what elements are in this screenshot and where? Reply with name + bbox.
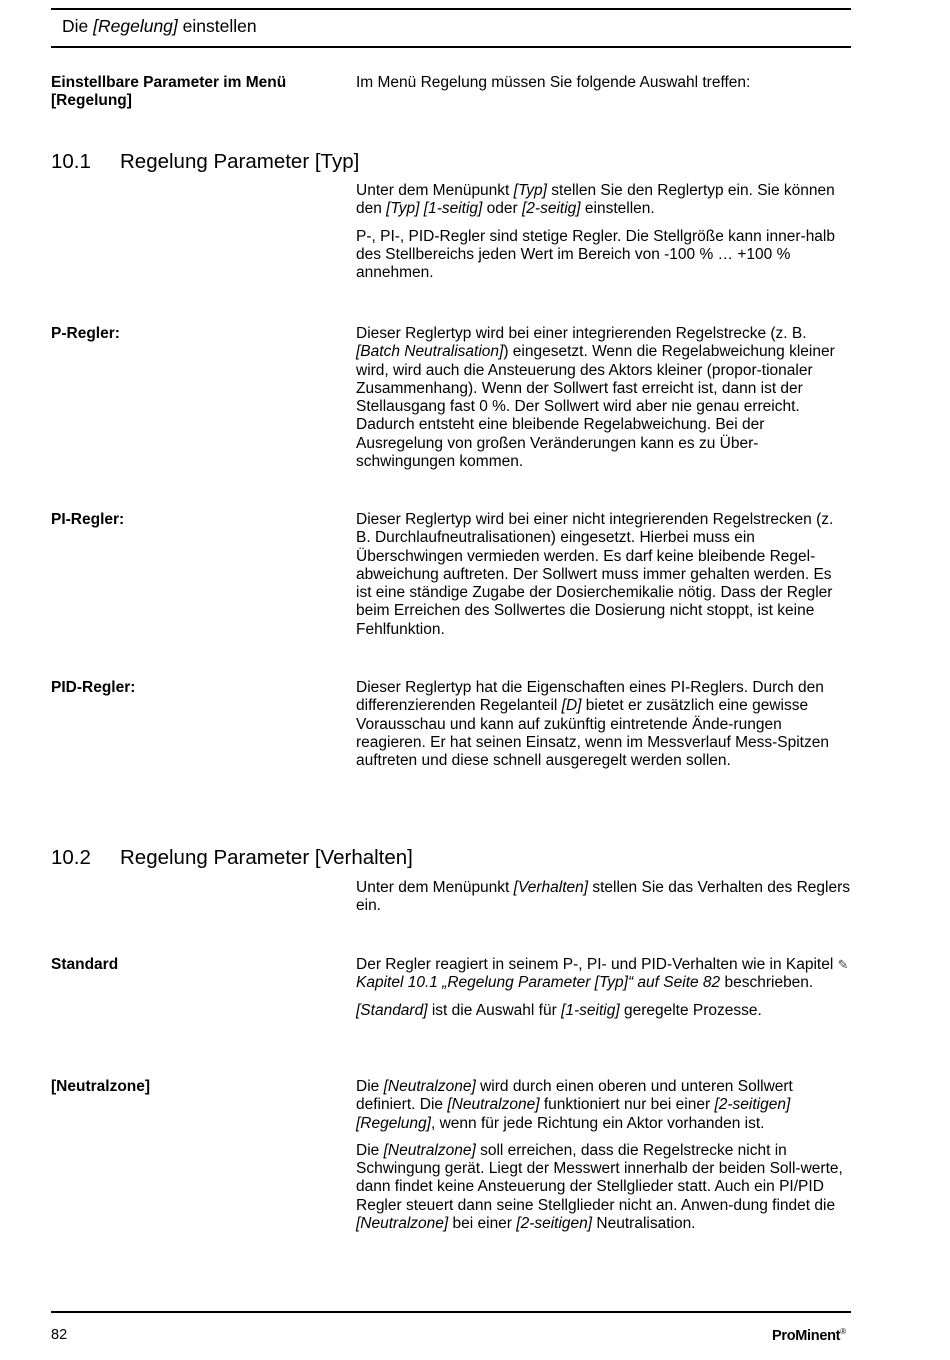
- page-number: 82: [51, 1327, 68, 1343]
- p-regler-text: Dieser Reglertyp wird bei einer integrierenden Regelstrecke (z. B. [Batch Neutralisation]) eingesetzt. Wenn die Regelabweichung kleiner wird, wird auch die Ansteuerung des Aktors kleiner (propor-tionaler Zusammenhang). Wenn der Sollwert fast erreicht ist, dann ist der Stellausgang fast 0 %. Der Sollwert wird aber nie genau erreicht. Dadurch entsteht eine bleibende Regelabweichung. Bei der Ausregelung von großen Veränderungen kann es zu Über-schwingungen kommen.: [356, 325, 835, 471]
- standard-text: [356, 956, 851, 1029]
- p-regler-label: P-Regler:: [51, 325, 120, 342]
- standard-paragraph-1: Der Regler reagiert in seinem P-, PI- und PID-Verhalten wie in Kapitel ✎ Kapitel 10.1 „Regelung Parameter [Typ]“ auf Seite 82 beschrieben.: [356, 956, 849, 992]
- intro-label: Einstellbare Parameter im Menü [Regelung]: [51, 74, 287, 109]
- pi-regler-label: PI-Regler:: [51, 511, 125, 528]
- neutralzone-text: [356, 1078, 851, 1242]
- header-bottom-rule: [51, 46, 851, 48]
- standard-paragraph-2: [Standard] ist die Auswahl für [1-seitig] geregelte Prozesse.: [356, 1001, 762, 1019]
- cross-reference-icon: ✎: [837, 957, 849, 972]
- header-title: Die [Regelung] einstellen: [62, 16, 257, 36]
- pid-regler-label: PID-Regler:: [51, 679, 136, 696]
- pi-regler-text: Dieser Reglertyp wird bei einer nicht integrierenden Regelstrecken (z. B. Durchlaufneutralisationen) eingesetzt. Hierbei muss ein Überschwingen vermieden werden. Es darf keine bleibende Regel-abweichung auftreten. Der Sollwert muss immer gehalten werden. Es ist eine ständige Zugabe der Dosierchemikalie nötig. Dass der Regler beim Erreichen des Sollwertes die Dosierung nicht stoppt, ist keine Fehlfunktion.: [356, 511, 834, 638]
- section1-paragraph-2: P-, PI-, PID-Regler sind stetige Regler. Die Stellgröße kann inner-halb des Stellbereichs jeden Wert im Bereich von -100 % … +100 % annehmen.: [356, 227, 835, 282]
- footer-rule: [51, 1311, 851, 1313]
- standard-label: Standard: [51, 956, 119, 973]
- section1-paragraph-1: Unter dem Menüpunkt [Typ] stellen Sie den Reglertyp ein. Sie können den [Typ] [1-seitig] oder [2-seitig] einstellen.: [356, 182, 835, 218]
- prominent-logo: ProMinent®: [772, 1327, 846, 1344]
- section-heading-10-2: 10.2 Regelung Parameter [Verhalten]: [51, 846, 413, 869]
- section1-intro: [356, 182, 851, 291]
- neutralzone-paragraph-2: Die [Neutralzone] soll erreichen, dass die Regelstrecke nicht in Schwingung gerät. Liegt der Messwert innerhalb der beiden Soll-werte, dann findet keine Ansteuerung der Stellglieder statt. Auch ein PI/PID Regler steuert dann seine Stellglieder nicht an. Anwen-dung findet die [Neutralzone] bei einer [2-seitigen] Neutralisation.: [356, 1141, 843, 1233]
- intro-text: Im Menü Regelung müssen Sie folgende Auswahl treffen:: [356, 74, 751, 91]
- neutralzone-paragraph-1: Die [Neutralzone] wird durch einen oberen und unteren Sollwert definiert. Die [Neutralzone] funktioniert nur bei einer [2-seitigen] [Regelung], wenn für jede Richtung ein Aktor vorhanden ist.: [356, 1078, 793, 1132]
- section2-intro: Unter dem Menüpunkt [Verhalten] stellen Sie das Verhalten des Reglers ein.: [356, 879, 850, 915]
- pid-regler-text: Dieser Reglertyp hat die Eigenschaften eines PI-Reglers. Durch den differenzierenden Regelanteil [D] bietet er zusätzlich eine gewisse Vorausschau und kann auf zukünftig eintretende Ände-rungen reagieren. Er hat seinen Einsatz, wenn im Messverlauf Mess-Spitzen auftreten und diese schnell ausgeregelt werden sollen.: [356, 679, 829, 770]
- cross-reference-link[interactable]: Kapitel 10.1 „Regelung Parameter [Typ]“ auf Seite 82: [356, 974, 721, 992]
- neutralzone-label: [Neutralzone]: [51, 1078, 151, 1095]
- section-heading-10-1: 10.1 Regelung Parameter [Typ]: [51, 150, 360, 173]
- header-top-rule: [51, 8, 851, 10]
